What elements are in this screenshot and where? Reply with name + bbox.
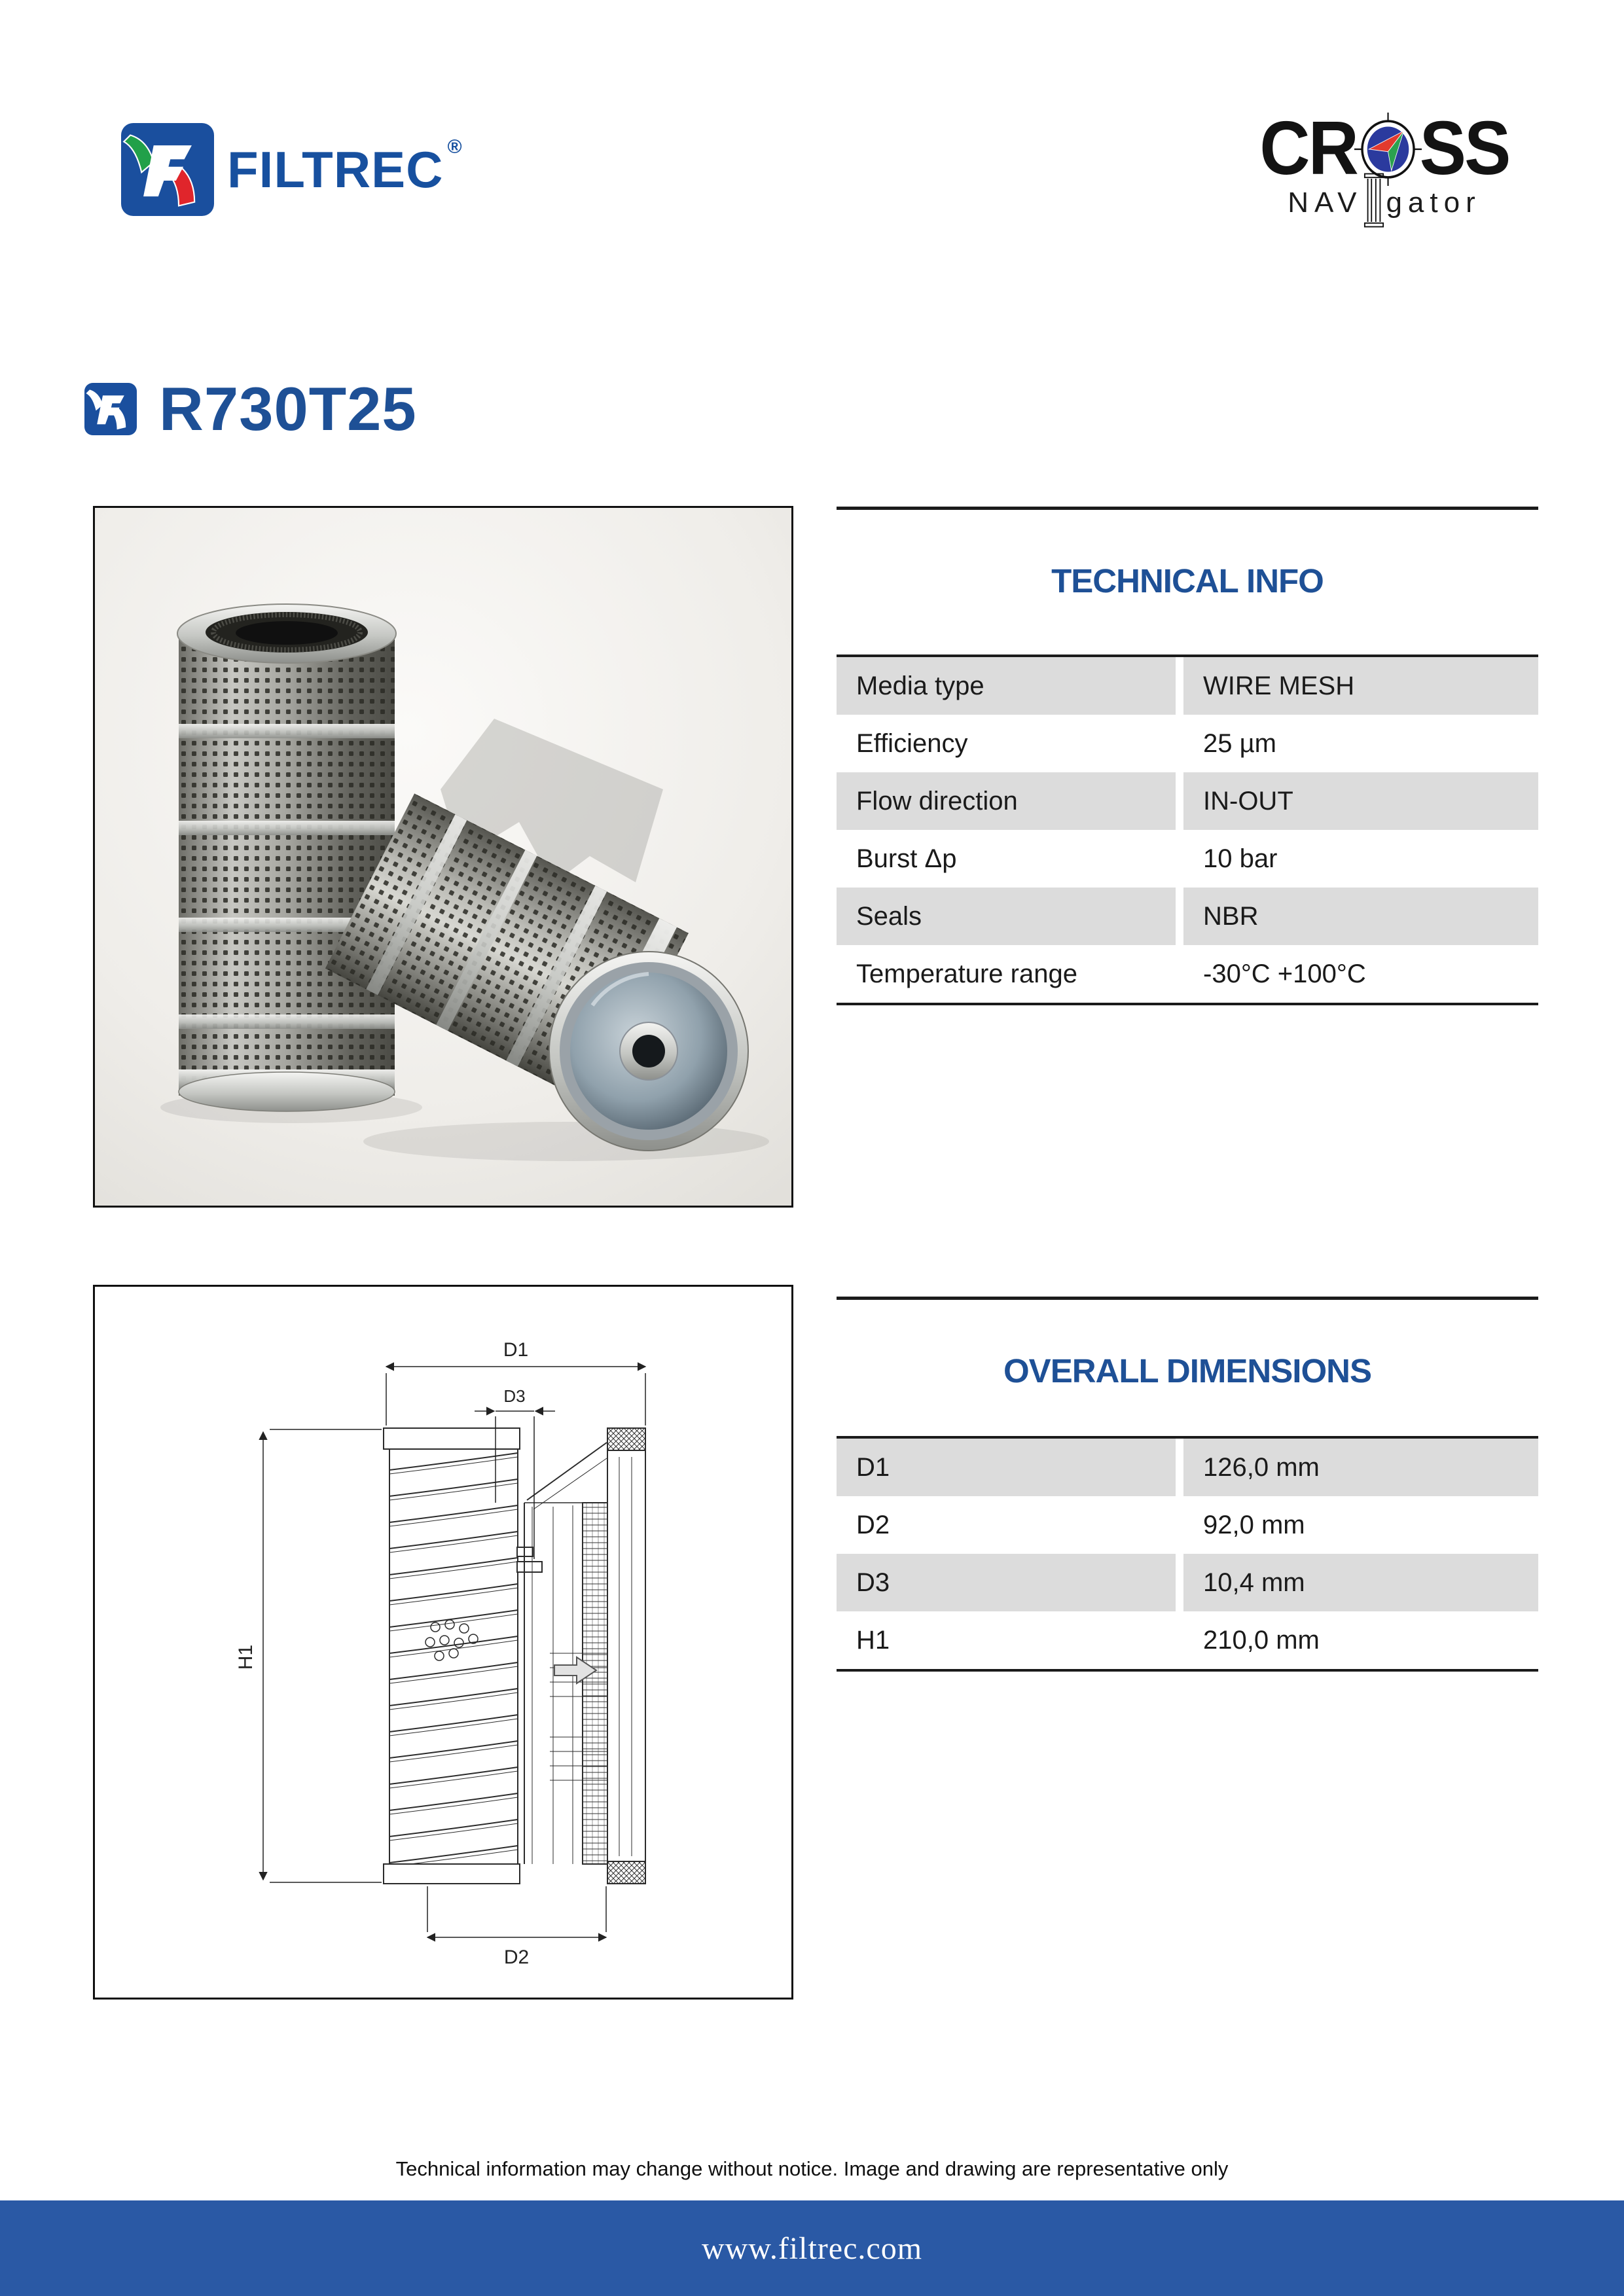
- registered-trademark: ®: [447, 136, 462, 158]
- row-value: IN-OUT: [1183, 772, 1538, 830]
- row-value: NBR: [1183, 888, 1538, 945]
- table-row: [837, 1611, 1538, 1669]
- row-value: -30°C +100°C: [1203, 959, 1366, 988]
- table-row: [837, 1496, 1538, 1554]
- row-value: 126,0 mm: [1183, 1439, 1538, 1496]
- row-label: D3: [837, 1554, 1176, 1611]
- product-photo-image: [95, 508, 791, 1206]
- technical-drawing-image: [95, 1287, 791, 1998]
- overall-dimensions-title: OVERALL DIMENSIONS: [1003, 1352, 1371, 1390]
- row-value: 92,0 mm: [1203, 1510, 1305, 1539]
- table-row: [837, 715, 1538, 772]
- dimension-label-d1: D1: [503, 1339, 529, 1361]
- table-row: [837, 1439, 1538, 1496]
- dimension-label-h1: H1: [235, 1644, 257, 1670]
- product-photo-frame: [93, 506, 793, 1208]
- row-value: 210,0 mm: [1203, 1625, 1320, 1655]
- table-row: [837, 945, 1538, 1003]
- row-value: 10 bar: [1203, 844, 1278, 873]
- row-label: Seals: [837, 888, 1176, 945]
- row-label: Burst Δp: [856, 844, 957, 873]
- standing-filter: [177, 604, 396, 1111]
- technical-drawing-frame: [93, 1285, 793, 2000]
- row-label: Media type: [837, 657, 1176, 715]
- table-row: [837, 830, 1538, 888]
- technical-info-table: [837, 655, 1538, 1005]
- cross-navigator-logo: [1240, 105, 1528, 230]
- technical-info-section: [837, 507, 1538, 1011]
- pillar-icon: [1363, 173, 1384, 228]
- product-mark-icon: [84, 382, 137, 437]
- row-label: D1: [837, 1439, 1176, 1496]
- cross-text-left: CR: [1259, 105, 1358, 190]
- section-rule: [837, 1297, 1538, 1300]
- website-url[interactable]: www.filtrec.com: [701, 2231, 923, 2266]
- table-row: [837, 657, 1538, 715]
- product-code-title: R730T25: [159, 374, 417, 443]
- row-value: 25 µm: [1203, 728, 1276, 758]
- row-label: Temperature range: [856, 959, 1077, 988]
- filtrec-logo: [121, 123, 462, 216]
- filtrec-logo-text: FILTREC: [227, 141, 444, 198]
- overall-dimensions-section: [837, 1297, 1538, 1689]
- cross-text-right: SS: [1419, 105, 1509, 190]
- dimension-label-d2: D2: [503, 1946, 530, 1968]
- disclaimer-text: Technical information may change without notice. Image and drawing are representative only: [395, 2157, 1229, 2180]
- row-label: D2: [856, 1510, 890, 1539]
- gator-text: gator: [1386, 187, 1481, 219]
- row-label: Flow direction: [837, 772, 1176, 830]
- technical-info-title: TECHNICAL INFO: [1051, 562, 1324, 600]
- website-bar: [0, 2200, 1624, 2296]
- row-label: Efficiency: [856, 728, 968, 758]
- filtrec-mark-icon: [121, 123, 214, 216]
- table-row: [837, 888, 1538, 945]
- overall-dimensions-table: [837, 1436, 1538, 1672]
- row-value: WIRE MESH: [1183, 657, 1538, 715]
- dimension-label-d3: D3: [503, 1386, 526, 1406]
- row-label: H1: [856, 1625, 890, 1655]
- product-title-row: [84, 374, 417, 443]
- table-row: [837, 772, 1538, 830]
- table-row: [837, 1554, 1538, 1611]
- row-value: 10,4 mm: [1183, 1554, 1538, 1611]
- nav-text: NAV: [1288, 187, 1363, 219]
- section-rule: [837, 507, 1538, 510]
